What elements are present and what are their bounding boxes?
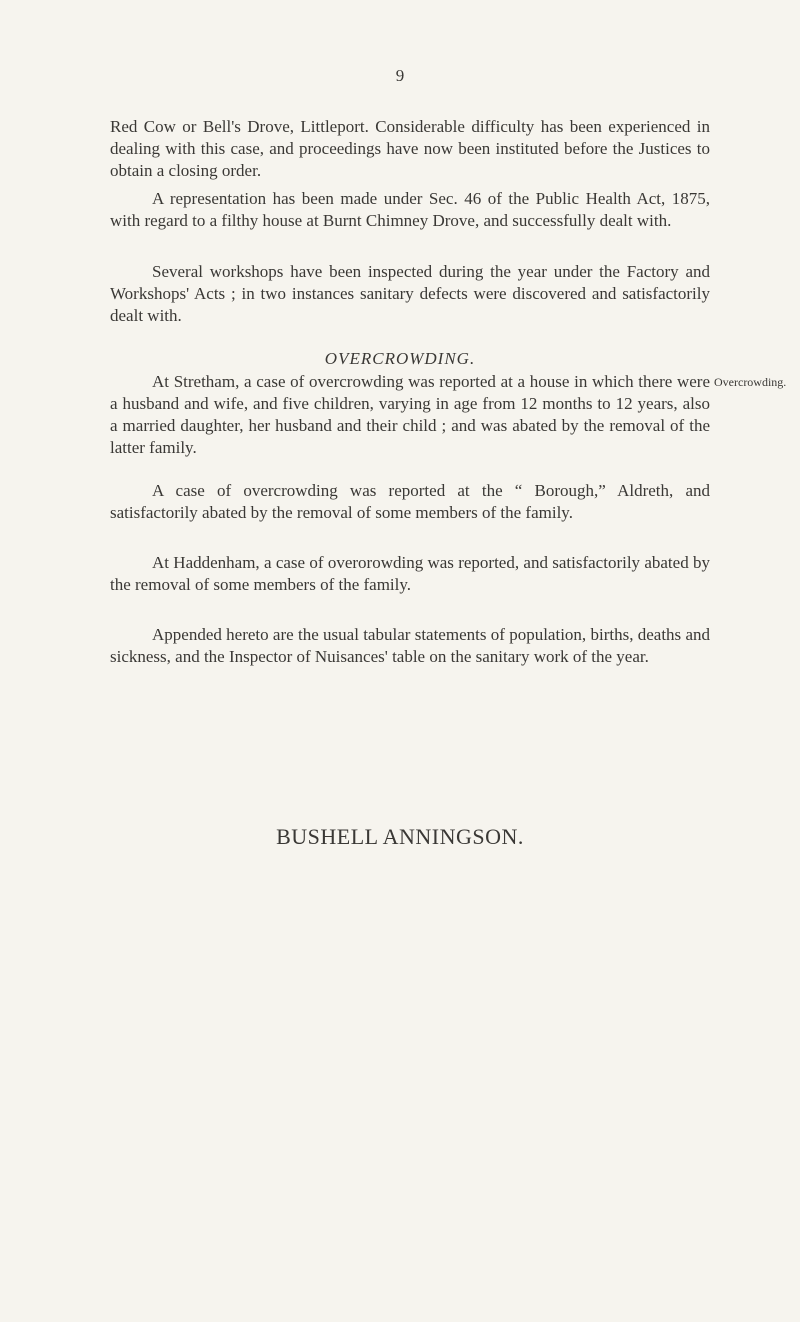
margin-note: Overcrowding. <box>714 375 787 389</box>
paragraph-haddenham: At Haddenham, a case of overorowding was reported, and satisfactorily abated by the removal of some members of the family. <box>110 553 710 594</box>
paragraph-littleport: Red Cow or Bell's Drove, Littleport. Considerable difficulty has been experienced in dealing with this case, and proceedings have now been instituted before the Justices to obtain a closing order. <box>110 117 710 180</box>
paragraph-stretham: At Stretham, a case of overcrowding was reported at a house in which there were a husband and wife, and five children, varying in age from 12 months to 12 years, also a married daughter, her husband and their child ; and was abated by the removal of the latter family. <box>110 372 710 457</box>
paragraph-public-health-act: A representation has been made under Sec. 46 of the Public Health Act, 1875, with regard to a filthy house at Burnt Chimney Drove, and successfully dealt with. <box>110 189 710 230</box>
section-heading-overcrowding: OVERCROWDING. <box>324 349 476 368</box>
paragraph-appended-statements: Appended hereto are the usual tabular statements of population, births, deaths and sickness, and the Inspector of Nuisances' table on the sanitary work of the year. <box>110 625 710 666</box>
paragraph-aldreth: A case of overcrowding was reported at the “ Borough,” Aldreth, and satisfactorily abated by the removal of some members of the family. <box>110 481 710 522</box>
page-number: 9 <box>395 66 405 85</box>
signature: BUSHELL ANNINGSON. <box>276 824 524 849</box>
paragraph-workshops: Several workshops have been inspected during the year under the Factory and Workshops' Acts ; in two instances sanitary defects were discovered and satisfactorily dealt with. <box>110 262 710 325</box>
